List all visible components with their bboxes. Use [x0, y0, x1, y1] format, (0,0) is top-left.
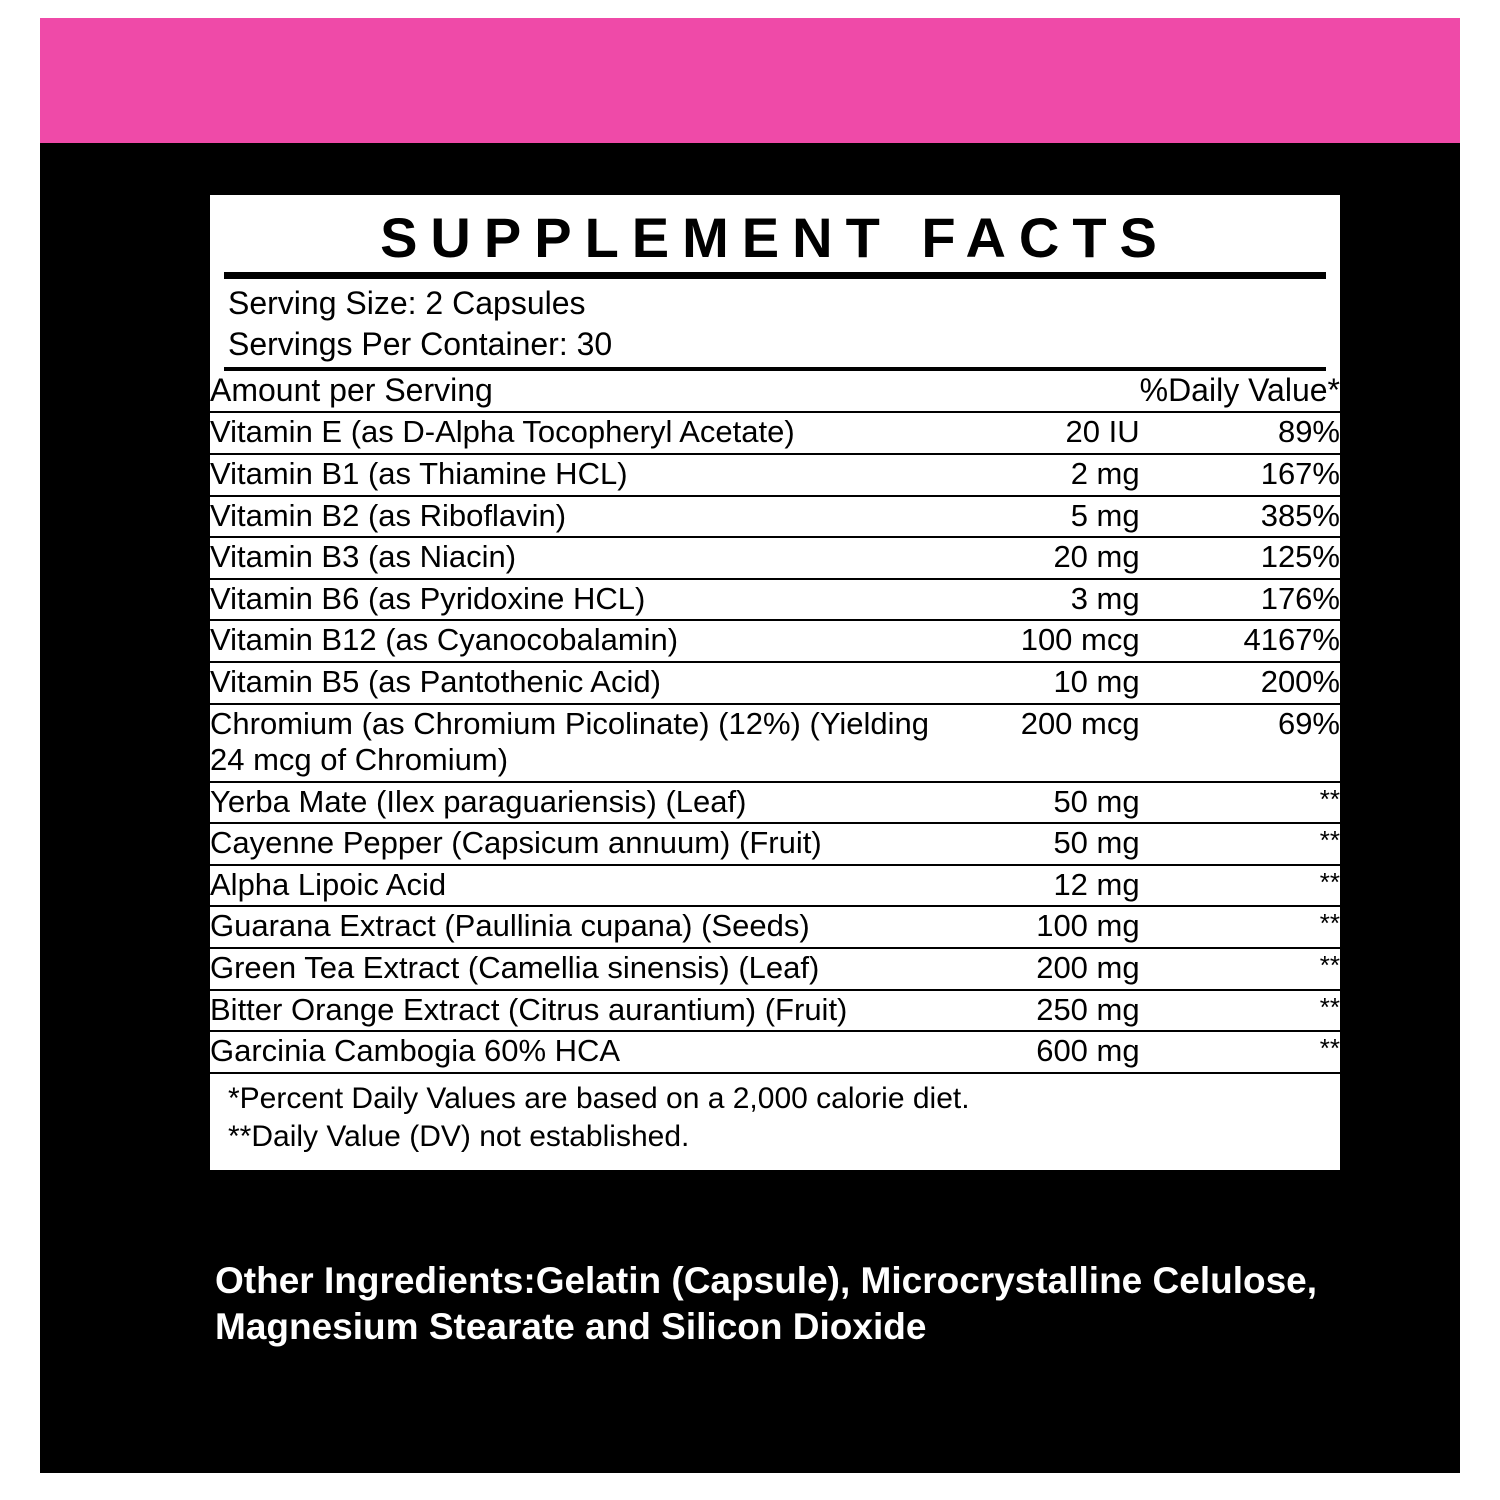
black-panel — [40, 143, 1460, 1473]
table-row — [210, 537, 1340, 579]
nutrient-amount: 50 mg — [954, 782, 1139, 824]
table-row — [210, 990, 1340, 1032]
footnote-dv-not-established: **Daily Value (DV) not established. — [228, 1120, 690, 1154]
footnotes — [210, 1074, 1340, 1161]
nutrition-table — [210, 371, 1340, 1074]
table-row — [210, 620, 1340, 662]
nutrient-dv: ** — [1140, 1031, 1340, 1073]
nutrient-dv: 200% — [1140, 662, 1340, 704]
nutrient-amount: 250 mg — [954, 990, 1139, 1032]
nutrient-dv: 89% — [1140, 412, 1340, 454]
nutrient-amount: 50 mg — [954, 823, 1139, 865]
nutrient-name: Vitamin B6 (as Pyridoxine HCL) — [210, 579, 954, 621]
supplement-facts-title: SUPPLEMENT FACTS — [380, 206, 1170, 269]
table-row — [210, 412, 1340, 454]
nutrient-dv: ** — [1140, 865, 1340, 907]
nutrient-dv: 176% — [1140, 579, 1340, 621]
nutrient-amount: 2 mg — [954, 454, 1139, 496]
table-row — [210, 579, 1340, 621]
table-row — [210, 704, 1340, 782]
supplement-facts-box — [210, 195, 1340, 1170]
nutrient-dv: ** — [1140, 948, 1340, 990]
nutrient-dv: ** — [1140, 906, 1340, 948]
nutrient-amount: 600 mg — [954, 1031, 1139, 1073]
nutrient-dv: ** — [1140, 990, 1340, 1032]
nutrient-dv: ** — [1140, 782, 1340, 824]
nutrient-name: Cayenne Pepper (Capsicum annuum) (Fruit) — [210, 823, 954, 865]
servings-per-container: Servings Per Container: 30 — [228, 325, 613, 362]
nutrient-amount: 100 mcg — [954, 620, 1139, 662]
nutrient-amount: 100 mg — [954, 906, 1139, 948]
serving-info — [210, 279, 1340, 367]
nutrient-amount: 200 mcg — [954, 704, 1139, 782]
nutrient-name: Vitamin B2 (as Riboflavin) — [210, 496, 954, 538]
daily-value-header: %Daily Value* — [1140, 371, 1340, 413]
nutrient-amount: 3 mg — [954, 579, 1139, 621]
nutrient-name: Vitamin B1 (as Thiamine HCL) — [210, 454, 954, 496]
amount-header-spacer — [954, 371, 1139, 413]
amount-per-serving-header: Amount per Serving — [210, 371, 954, 413]
table-row — [210, 782, 1340, 824]
table-row — [210, 948, 1340, 990]
table-row — [210, 823, 1340, 865]
pink-banner — [40, 18, 1460, 143]
nutrient-dv: 4167% — [1140, 620, 1340, 662]
table-row — [210, 496, 1340, 538]
table-row — [210, 454, 1340, 496]
footnote-daily-values: *Percent Daily Values are based on a 2,000 calorie diet. — [228, 1081, 970, 1115]
nutrient-name: Chromium (as Chromium Picolinate) (12%) (Yielding 24 mcg of Chromium) — [210, 704, 954, 782]
serving-size: Serving Size: 2 Capsules — [228, 284, 586, 321]
nutrient-name: Yerba Mate (Ilex paraguariensis) (Leaf) — [210, 782, 954, 824]
nutrient-name: Vitamin B3 (as Niacin) — [210, 537, 954, 579]
nutrient-name: Green Tea Extract (Camellia sinensis) (Leaf) — [210, 948, 954, 990]
nutrient-amount: 20 IU — [954, 412, 1139, 454]
nutrient-dv: 125% — [1140, 537, 1340, 579]
nutrient-name: Guarana Extract (Paullinia cupana) (Seeds) — [210, 906, 954, 948]
nutrient-dv: 385% — [1140, 496, 1340, 538]
nutrient-amount: 200 mg — [954, 948, 1139, 990]
table-row — [210, 1031, 1340, 1073]
nutrient-dv: 69% — [1140, 704, 1340, 782]
nutrient-amount: 5 mg — [954, 496, 1139, 538]
table-header-row — [210, 371, 1340, 413]
nutrient-name: Vitamin B5 (as Pantothenic Acid) — [210, 662, 954, 704]
nutrient-name: Vitamin E (as D-Alpha Tocopheryl Acetate) — [210, 412, 954, 454]
nutrient-amount: 10 mg — [954, 662, 1139, 704]
nutrient-name: Vitamin B12 (as Cyanocobalamin) — [210, 620, 954, 662]
nutrient-name: Bitter Orange Extract (Citrus aurantium) (Fruit) — [210, 990, 954, 1032]
nutrient-dv: ** — [1140, 823, 1340, 865]
table-row — [210, 865, 1340, 907]
other-ingredients: Other Ingredients:Gelatin (Capsule), Microcrystalline Celulose, Magnesium Stearate and Silicon Dioxide — [215, 1260, 1318, 1348]
nutrient-dv: 167% — [1140, 454, 1340, 496]
divider-title — [224, 272, 1326, 279]
nutrient-name: Alpha Lipoic Acid — [210, 865, 954, 907]
nutrient-name: Garcinia Cambogia 60% HCA — [210, 1031, 954, 1073]
table-row — [210, 906, 1340, 948]
nutrient-amount: 12 mg — [954, 865, 1139, 907]
table-row — [210, 662, 1340, 704]
nutrient-amount: 20 mg — [954, 537, 1139, 579]
